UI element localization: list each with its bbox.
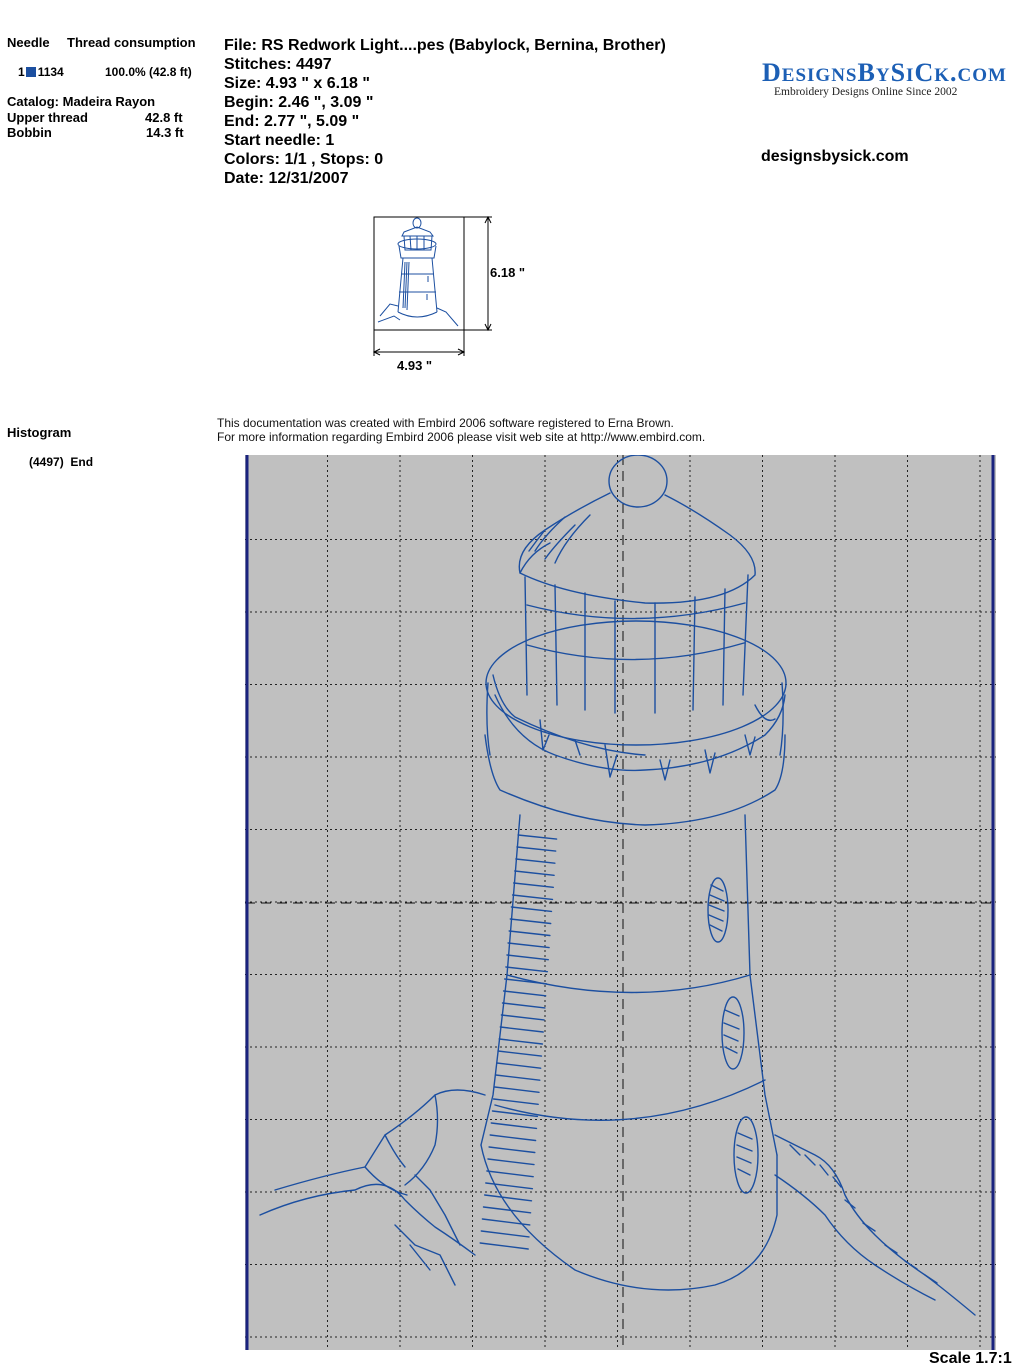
thumbnail-height-label: 6.18 " (490, 265, 526, 280)
needle-number: 1 (18, 65, 25, 79)
thumbnail-width-label: 4.93 " (397, 358, 433, 373)
histogram-entry-label: End (70, 455, 94, 469)
thread-consumption-header: Thread consumption (67, 35, 196, 50)
thread-consumption-value: 100.0% (42.8 ft) (105, 65, 192, 79)
stitch-count: Stitches: 4497 (224, 56, 332, 73)
design-thumbnail (370, 212, 540, 377)
design-size: Size: 4.93 " x 6.18 " (224, 75, 370, 92)
needle-header: Needle (7, 35, 50, 50)
start-needle: Start needle: 1 (224, 132, 335, 149)
upper-thread-value: 42.8 ft (145, 110, 183, 125)
begin-point: Begin: 2.46 ", 3.09 " (224, 94, 374, 111)
bobbin-value: 14.3 ft (146, 125, 184, 140)
upper-thread-label: Upper thread (7, 110, 88, 125)
design-date: Date: 12/31/2007 (224, 170, 349, 187)
brand-logo (762, 58, 1007, 98)
histogram-entry-count: (4497) (29, 455, 64, 469)
colors-stops: Colors: 1/1 , Stops: 0 (224, 151, 384, 168)
logo-wordmark: DESIGNSBYSICK.COM (762, 58, 1007, 87)
website-label: designsbysick.com (761, 148, 909, 165)
thread-color-swatch (26, 67, 36, 77)
logo-tagline: Embroidery Designs Online Since 2002 (774, 86, 958, 98)
histogram-entry (29, 455, 93, 469)
credits-line-2: For more information regarding Embird 2006 please visit web site at http://www.embird.com. (217, 430, 706, 444)
end-point: End: 2.77 ", 5.09 " (224, 113, 360, 130)
bobbin-label: Bobbin (7, 125, 52, 140)
design-canvas (245, 455, 996, 1350)
credits-line-1: This documentation was created with Embird 2006 software registered to Erna Brown. (217, 416, 674, 430)
scale-label: Scale 1.7:1 (929, 1350, 1012, 1367)
file-name: File: RS Redwork Light....pes (Babylock, Bernina, Brother) (224, 37, 666, 54)
thread-code: 1134 (37, 65, 64, 79)
catalog-label: Catalog: Madeira Rayon (7, 94, 156, 109)
thread-row (18, 65, 64, 79)
histogram-title: Histogram (7, 425, 72, 440)
